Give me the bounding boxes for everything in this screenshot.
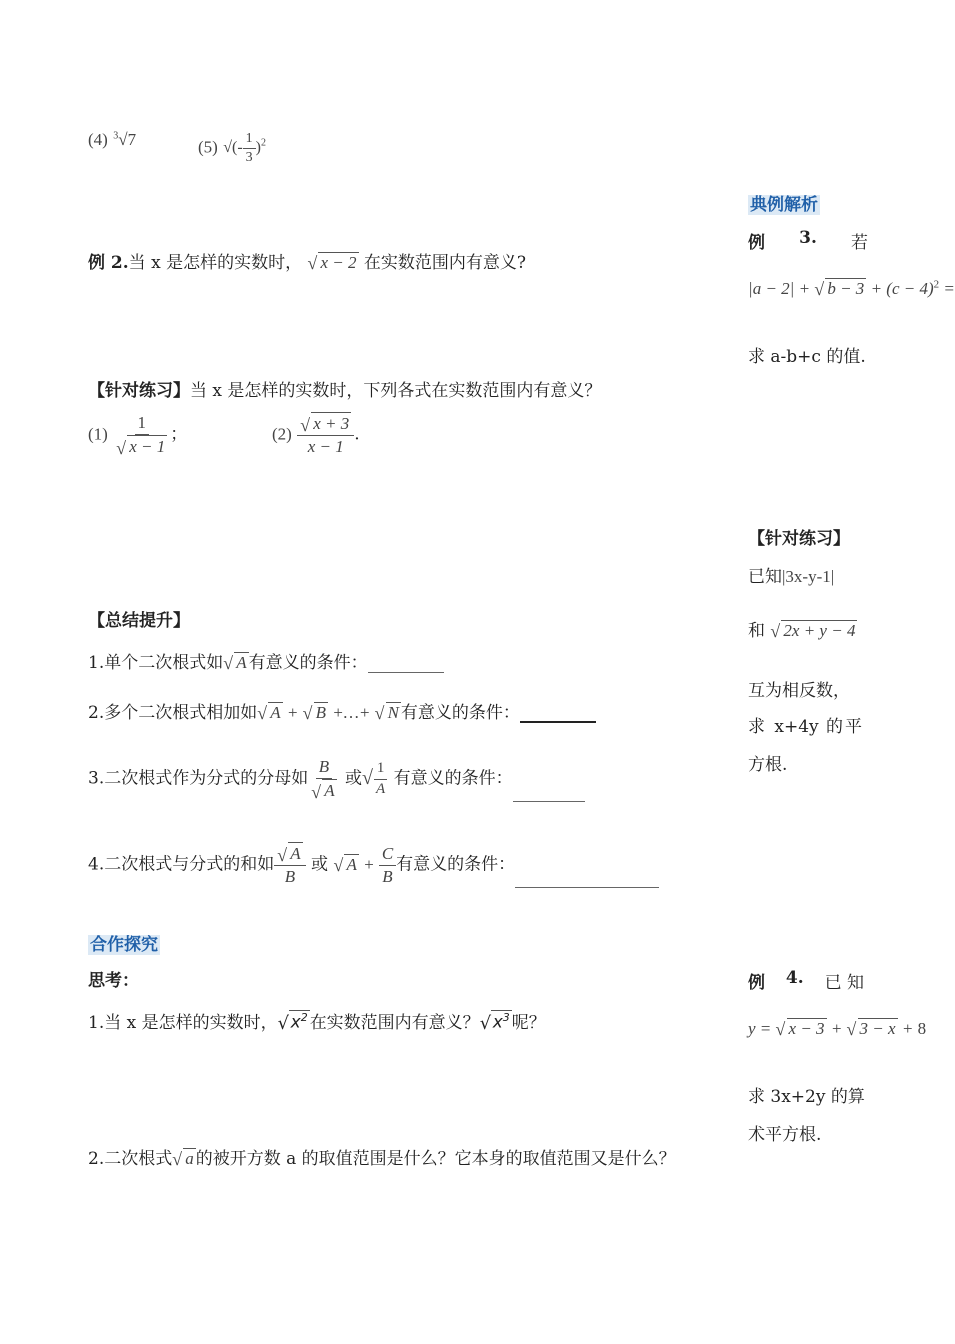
coop-q2 [88,1144,676,1169]
item-5-label: (5) [198,137,218,157]
summary-line-1-pre: 1.单个二次根式如 [88,653,224,673]
example-3-number: 3. [799,228,817,248]
summary-line-3-pre: 3.二次根式作为分式的分母如 [88,768,309,789]
practice-1-label-2: (2) [272,424,292,444]
summary-line-4-post: 有意义的条件： [396,854,516,875]
fraction-1-over-sqrt-x-minus-1: 1 √ x − 1 [116,413,166,459]
example-4-label: 例 [748,973,765,993]
coop-q1-mid: 在实数范围内有意义？ [309,1013,480,1033]
right-practice-known-text: 已知 [748,567,782,587]
example-4-number: 4. [785,968,804,988]
coop-q2-pre: 2.二次根式 [88,1149,173,1169]
example-2-text-after: 在实数范围内有意义? [363,253,527,273]
coop-q1-post: 呢？ [511,1013,546,1033]
sqrt-x-minus-2: √ x − 2 [307,253,357,274]
practice-1-item-1: (1) 1 √ x − 1 ； [88,413,188,459]
example-4-known: 已 知 [824,973,864,993]
answer-blank-1[interactable] [368,672,444,673]
practice-1-text: 当 x 是怎样的实数时，下列各式在实数范围内有意义？ [190,381,602,401]
think-label: 思考： [88,971,139,991]
practice-1-label-1: (1) [88,424,108,444]
summary-line-3-post: 有意义的条件： [393,768,513,789]
answer-blank-4[interactable] [515,887,659,888]
fraction-sqrt-x-plus-3-over-x-minus-1: √ x + 3 x − 1 [297,412,354,458]
example-2-label: 例 2. [88,253,129,273]
example-4-line-1: 求 3x+2y 的算 [748,1087,865,1107]
sqrt-x-cubed: √ $x^3$ [479,1011,510,1035]
summary-line-4 [88,842,659,888]
example-2-text-before: 当 x 是怎样的实数时， [128,253,303,273]
item-5 [198,130,266,167]
coop-q2-post: 的被开方数 a 的取值范围是什么？它本身的取值范围又是什么？ [195,1149,676,1169]
example-3-label: 例 [748,233,765,253]
right-practice-header: 【针对练习】 [748,529,850,549]
sqrt-A: √ A [223,653,247,674]
fraction-sqrt-A-over-B: √ A B [274,842,305,888]
example-3-equation: |a − 2| + √ $b - 3 + (c - 4)^2$ = [748,278,955,300]
cube-root-7: $^3$√7 [113,130,137,149]
summary-line-4-pre: 4.二次根式与分式的和如 [88,854,275,875]
summary-line-2-post: 有意义的条件： [400,703,520,723]
right-practice-known [748,562,834,587]
root-neg-one-third-squared: √(- $\frac{1}{3}$ )$^2$ [223,131,266,166]
right-section-header: 典例解析 [750,195,818,215]
practice-1-item-2: (2) √ x + 3 x − 1 . [272,412,360,458]
item-4 [88,130,136,150]
summary-line-2-pre: 2.多个二次根式相加如 [88,703,258,723]
sqrt-a: √ a [172,1149,194,1170]
right-section [748,190,820,215]
summary-line-1-post: 有意义的条件： [248,653,368,673]
example-4-equation: y = √ x − 3 + √ 3 − x + 8 [748,1019,927,1040]
right-practice-line-3: 方根. [748,755,788,775]
right-practice-and [748,616,857,641]
example-4-heading [748,968,864,993]
sqrt-A-plus-C-over-B: √ A + $\frac{C}{B}$ [333,855,396,874]
sqrt-one-over-A: √ $\frac{1}{A}$ [362,767,388,789]
right-practice-and-text: 和 [748,621,765,641]
right-practice-line-1: 互为相反数， [748,681,850,701]
right-practice-line-2: 求 x+4y 的平 [748,717,862,737]
summary-line-1 [88,648,444,673]
example-3-ask: 求 a-b+c 的值. [748,347,866,367]
fraction-B-over-sqrt-A: B √ A [311,757,335,803]
item-4-label: (4) [88,130,108,149]
answer-blank-3[interactable] [513,801,585,802]
practice-1-header: 【针对练习】 [88,381,190,401]
summary-header: 【总结提升】 [88,611,190,631]
coop-header: 合作探究 [90,935,158,955]
right-practice-abs-expr: |3x-y-1| [782,567,835,586]
summary-line-3-mid: 或 [345,768,363,789]
sum-of-roots: √ A + √ B +…+ √ N [257,703,399,724]
summary-line-3 [88,756,585,802]
example-3-heading [748,228,868,253]
answer-blank-2[interactable] [520,721,596,723]
summary-line-2 [88,698,596,723]
sqrt-2x-plus-y-minus-4: √ 2x + y − 4 [770,621,856,642]
example-4-line-2: 术平方根. [748,1125,822,1145]
coop-q1 [88,1008,546,1033]
practice-1 [88,376,601,401]
example-3-if: 若 [851,233,868,253]
example-2 [88,248,526,273]
sqrt-x-squared: √ $x^2$ [277,1011,308,1035]
coop-q1-pre: 1.当 x 是怎样的实数时， [88,1013,278,1033]
summary-line-4-mid: 或 [311,854,329,875]
coop-section [88,930,160,955]
